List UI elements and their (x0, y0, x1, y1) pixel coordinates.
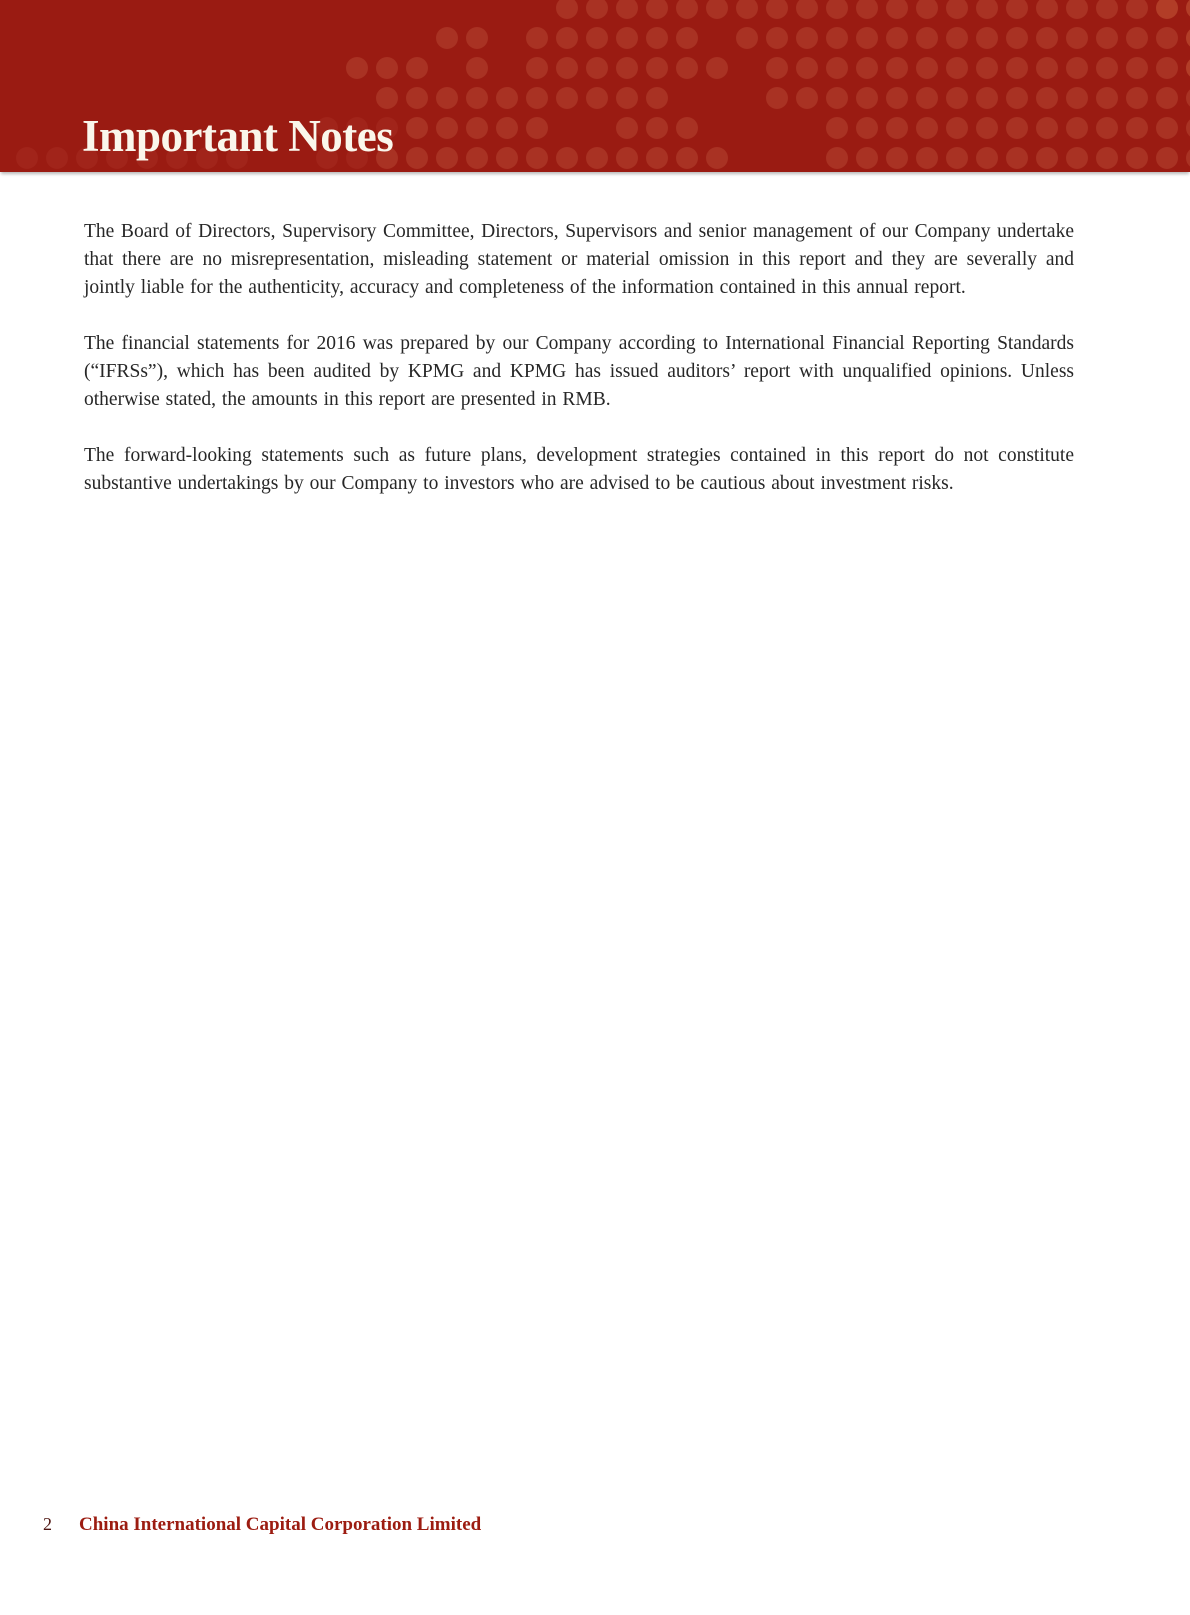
dot-icon (1036, 27, 1058, 49)
dot-icon (646, 117, 668, 139)
dot-icon (706, 0, 728, 19)
dot-icon (1186, 27, 1190, 49)
dot-icon (526, 117, 548, 139)
dot-icon (1006, 147, 1028, 169)
dot-icon (1156, 27, 1178, 49)
dot-icon (1006, 87, 1028, 109)
dot-icon (916, 117, 938, 139)
dot-icon (436, 27, 458, 49)
dot-icon (586, 87, 608, 109)
dot-icon (796, 87, 818, 109)
company-name: China International Capital Corporation Limited (79, 1514, 482, 1535)
dot-icon (976, 87, 998, 109)
dot-icon (946, 27, 968, 49)
dot-icon (1066, 0, 1088, 19)
page-number: 2 (43, 1514, 52, 1534)
dot-icon (1066, 147, 1088, 169)
dot-icon (946, 57, 968, 79)
dot-icon (886, 147, 908, 169)
dot-icon (736, 0, 758, 19)
dot-icon (1096, 27, 1118, 49)
dot-icon (466, 117, 488, 139)
dot-icon (796, 27, 818, 49)
dot-icon (526, 147, 548, 169)
paragraph-forward-looking: The forward-looking statements such as future plans, development strategies contained in this report do not constitute substantive undertakings by our Company to investors who are advised to be cautious about investment risks. (84, 445, 1074, 494)
dot-icon (796, 0, 818, 19)
dot-icon (556, 87, 578, 109)
dot-icon (376, 87, 398, 109)
dot-icon (16, 147, 38, 169)
dot-icon (826, 117, 848, 139)
dot-icon (1126, 147, 1148, 169)
dot-icon (436, 147, 458, 169)
dot-icon (976, 57, 998, 79)
dot-icon (886, 87, 908, 109)
dot-icon (406, 117, 428, 139)
dot-icon (1126, 57, 1148, 79)
dot-icon (826, 27, 848, 49)
dot-icon (1156, 147, 1178, 169)
dot-icon (46, 147, 68, 169)
dot-icon (826, 147, 848, 169)
dot-icon (526, 57, 548, 79)
dot-icon (616, 0, 638, 19)
dot-icon (946, 87, 968, 109)
dot-icon (1036, 147, 1058, 169)
dot-icon (1036, 117, 1058, 139)
dot-icon (676, 27, 698, 49)
dot-icon (646, 147, 668, 169)
dot-icon (1006, 0, 1028, 19)
dot-icon (1126, 117, 1148, 139)
dot-icon (1036, 57, 1058, 79)
dot-icon (856, 57, 878, 79)
dot-icon (1156, 0, 1178, 19)
dot-icon (886, 0, 908, 19)
body-text (84, 172, 1074, 526)
dot-icon (916, 27, 938, 49)
dot-icon (1186, 57, 1190, 79)
dot-icon (766, 27, 788, 49)
dot-icon (616, 57, 638, 79)
dot-icon (916, 147, 938, 169)
dot-icon (676, 0, 698, 19)
dot-icon (466, 87, 488, 109)
dot-icon (886, 117, 908, 139)
dot-icon (676, 57, 698, 79)
dot-icon (856, 0, 878, 19)
dot-icon (646, 27, 668, 49)
dot-icon (406, 57, 428, 79)
dot-icon (1036, 0, 1058, 19)
dot-icon (616, 117, 638, 139)
dot-icon (946, 117, 968, 139)
dot-icon (556, 147, 578, 169)
dot-icon (1096, 57, 1118, 79)
dot-icon (556, 27, 578, 49)
paragraph-board-undertaking: The Board of Directors, Supervisory Committee, Directors, Supervisors and senior management of our Company undertake that there are no misrepresentation, misleading statement or material omission in this report and they are severally and jointly liable for the authenticity, accuracy and completeness of the information contained in this annual report. (84, 221, 1074, 298)
dot-icon (526, 87, 548, 109)
dot-icon (676, 147, 698, 169)
dot-icon (1126, 27, 1148, 49)
dot-icon (976, 147, 998, 169)
dot-icon (766, 87, 788, 109)
dot-icon (1156, 87, 1178, 109)
paragraph-financial-statements: The financial statements for 2016 was prepared by our Company according to International Financial Reporting Standards (“IFRSs”), which has been audited by KPMG and KPMG has issued auditors’ report with unqualified opinions. Unless otherwise stated, the amounts in this report are presented in RMB. (84, 333, 1074, 410)
dot-icon (1126, 87, 1148, 109)
header-banner (0, 0, 1190, 172)
dot-icon (646, 0, 668, 19)
dot-icon (1096, 0, 1118, 19)
dot-icon (976, 0, 998, 19)
dot-icon (1096, 147, 1118, 169)
dot-icon (1066, 57, 1088, 79)
dot-icon (556, 0, 578, 19)
dot-icon (526, 27, 548, 49)
dot-icon (856, 117, 878, 139)
dot-icon (1096, 117, 1118, 139)
dot-icon (976, 27, 998, 49)
dot-icon (466, 147, 488, 169)
dot-icon (346, 57, 368, 79)
dot-icon (916, 87, 938, 109)
dot-icon (856, 27, 878, 49)
dot-icon (1186, 0, 1190, 19)
dot-icon (436, 87, 458, 109)
dot-icon (1186, 87, 1190, 109)
dot-icon (1156, 117, 1178, 139)
dot-icon (1186, 117, 1190, 139)
dot-icon (766, 0, 788, 19)
dot-icon (1066, 27, 1088, 49)
dot-icon (886, 57, 908, 79)
dot-icon (406, 87, 428, 109)
dot-icon (946, 0, 968, 19)
dot-icon (1066, 87, 1088, 109)
dot-icon (856, 147, 878, 169)
dot-icon (616, 27, 638, 49)
dot-icon (586, 57, 608, 79)
dot-icon (946, 147, 968, 169)
dot-icon (586, 27, 608, 49)
footer (43, 1512, 481, 1537)
dot-icon (646, 57, 668, 79)
dot-icon (616, 147, 638, 169)
dot-icon (496, 87, 518, 109)
dot-icon (826, 87, 848, 109)
dot-icon (376, 57, 398, 79)
dot-icon (1186, 147, 1190, 169)
dot-icon (826, 57, 848, 79)
dot-icon (826, 0, 848, 19)
dot-icon (1156, 57, 1178, 79)
dot-icon (796, 57, 818, 79)
dot-icon (586, 0, 608, 19)
dot-icon (1066, 117, 1088, 139)
dot-icon (1006, 117, 1028, 139)
dot-icon (1006, 57, 1028, 79)
dot-icon (496, 147, 518, 169)
dot-icon (1006, 27, 1028, 49)
dot-icon (616, 87, 638, 109)
dot-icon (406, 147, 428, 169)
dot-icon (766, 57, 788, 79)
dot-icon (466, 27, 488, 49)
dot-icon (916, 0, 938, 19)
dot-icon (436, 117, 458, 139)
dot-icon (586, 147, 608, 169)
dot-icon (736, 27, 758, 49)
dot-icon (856, 87, 878, 109)
dot-icon (706, 147, 728, 169)
dot-icon (1096, 87, 1118, 109)
dot-icon (646, 87, 668, 109)
dot-icon (466, 57, 488, 79)
dot-icon (706, 57, 728, 79)
dot-icon (976, 117, 998, 139)
page-title: Important Notes (82, 111, 394, 161)
dot-icon (676, 117, 698, 139)
dot-icon (556, 57, 578, 79)
dot-icon (916, 57, 938, 79)
dot-icon (496, 117, 518, 139)
dot-icon (886, 27, 908, 49)
dot-icon (1036, 87, 1058, 109)
dot-icon (1126, 0, 1148, 19)
